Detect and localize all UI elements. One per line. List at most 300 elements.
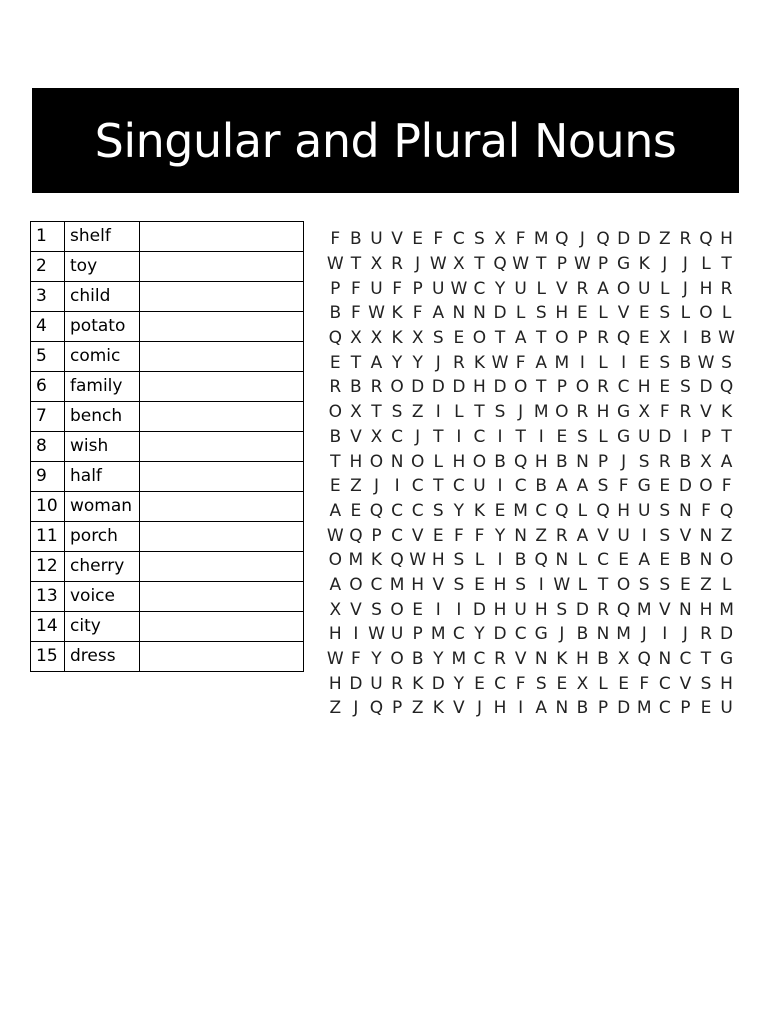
grid-letter[interactable]: E [453, 328, 465, 349]
grid-letter[interactable]: J [353, 698, 359, 719]
grid-letter[interactable]: A [329, 500, 342, 521]
grid-letter[interactable]: O [369, 451, 384, 472]
grid-letter[interactable]: E [329, 476, 341, 497]
grid-letter[interactable]: V [658, 599, 671, 620]
grid-letter[interactable]: X [638, 402, 651, 423]
grid-letter[interactable]: N [534, 649, 548, 670]
grid-letter[interactable]: F [515, 673, 526, 694]
grid-letter[interactable]: T [474, 402, 485, 423]
grid-letter[interactable]: U [514, 278, 527, 299]
grid-letter[interactable]: C [473, 278, 486, 299]
grid-letter[interactable]: Q [596, 229, 610, 250]
grid-letter[interactable]: U [390, 624, 404, 645]
grid-letter[interactable]: U [617, 525, 630, 546]
grid-letter[interactable]: W [429, 254, 447, 275]
grid-letter[interactable]: T [721, 254, 732, 275]
grid-letter[interactable]: X [576, 673, 589, 694]
grid-letter[interactable]: T [515, 426, 526, 447]
grid-letter[interactable]: M [719, 599, 734, 620]
grid-letter[interactable]: B [494, 451, 506, 472]
grid-letter[interactable]: Q [719, 500, 734, 521]
grid-letter[interactable]: I [353, 624, 359, 645]
plural-answer-cell[interactable] [140, 582, 304, 612]
grid-letter[interactable]: V [453, 698, 465, 719]
grid-letter[interactable]: H [699, 599, 713, 620]
grid-letter[interactable]: T [536, 328, 547, 349]
grid-letter[interactable]: E [474, 673, 485, 694]
grid-letter[interactable]: N [596, 624, 610, 645]
grid-letter[interactable]: C [452, 476, 465, 497]
grid-letter[interactable]: B [576, 698, 589, 719]
grid-letter[interactable]: W [450, 278, 468, 299]
grid-letter[interactable]: G [534, 624, 548, 645]
grid-letter[interactable]: Z [720, 525, 733, 546]
grid-letter[interactable]: L [433, 451, 443, 472]
grid-letter[interactable]: U [370, 278, 383, 299]
grid-letter[interactable]: J [682, 624, 688, 645]
grid-letter[interactable]: E [700, 698, 712, 719]
grid-letter[interactable]: Q [390, 550, 404, 571]
grid-letter[interactable]: D [699, 377, 713, 398]
grid-letter[interactable]: A [370, 352, 383, 373]
grid-letter[interactable]: C [597, 550, 609, 571]
grid-letter[interactable]: S [474, 229, 485, 250]
grid-letter[interactable]: E [618, 550, 629, 571]
grid-letter[interactable]: P [597, 254, 609, 275]
grid-letter[interactable]: H [493, 698, 507, 719]
grid-letter[interactable]: Q [699, 229, 713, 250]
grid-letter[interactable]: A [535, 698, 548, 719]
grid-letter[interactable]: Y [453, 673, 465, 694]
grid-letter[interactable]: O [699, 476, 713, 497]
grid-letter[interactable]: H [720, 229, 733, 250]
grid-letter[interactable]: N [452, 303, 466, 324]
grid-letter[interactable]: C [452, 229, 465, 250]
grid-letter[interactable]: U [370, 229, 383, 250]
grid-letter[interactable]: L [577, 550, 588, 571]
grid-letter[interactable]: W [326, 525, 344, 546]
grid-letter[interactable]: E [350, 500, 362, 521]
grid-letter[interactable]: U [432, 278, 445, 299]
grid-letter[interactable]: S [371, 599, 382, 620]
grid-letter[interactable]: Y [391, 352, 403, 373]
grid-letter[interactable]: R [370, 377, 383, 398]
grid-letter[interactable]: C [391, 500, 404, 521]
grid-letter[interactable]: X [411, 328, 424, 349]
grid-letter[interactable]: S [515, 574, 527, 595]
grid-letter[interactable]: L [577, 574, 588, 595]
grid-letter[interactable]: T [536, 254, 547, 275]
grid-letter[interactable]: Q [596, 500, 610, 521]
grid-letter[interactable]: X [370, 254, 383, 275]
grid-letter[interactable]: P [597, 698, 609, 719]
grid-letter[interactable]: K [412, 673, 424, 694]
grid-letter[interactable]: W [718, 328, 735, 349]
grid-letter[interactable]: L [660, 278, 670, 299]
grid-letter[interactable]: R [329, 377, 342, 398]
grid-letter[interactable]: D [575, 599, 589, 620]
grid-letter[interactable]: D [678, 476, 692, 497]
grid-letter[interactable]: B [679, 550, 692, 571]
grid-letter[interactable]: U [720, 698, 733, 719]
grid-letter[interactable]: C [391, 426, 404, 447]
grid-letter[interactable]: E [680, 574, 691, 595]
grid-letter[interactable]: J [373, 476, 379, 497]
grid-letter[interactable]: L [598, 352, 608, 373]
grid-letter[interactable]: C [658, 698, 671, 719]
grid-letter[interactable]: P [597, 451, 609, 472]
grid-letter[interactable]: F [433, 229, 444, 250]
grid-letter[interactable]: A [576, 476, 589, 497]
grid-letter[interactable]: A [329, 574, 342, 595]
grid-letter[interactable]: I [497, 550, 503, 571]
grid-letter[interactable]: M [389, 574, 405, 595]
grid-letter[interactable]: R [597, 599, 609, 620]
grid-letter[interactable]: N [555, 550, 569, 571]
grid-letter[interactable]: M [533, 229, 549, 250]
grid-letter[interactable]: E [432, 525, 444, 546]
grid-letter[interactable]: I [435, 402, 441, 423]
grid-letter[interactable]: N [514, 525, 527, 546]
grid-letter[interactable]: T [721, 426, 732, 447]
grid-letter[interactable]: H [493, 599, 507, 620]
grid-letter[interactable]: I [456, 599, 462, 620]
grid-letter[interactable]: V [391, 229, 403, 250]
grid-letter[interactable]: H [617, 500, 630, 521]
grid-letter[interactable]: Q [328, 328, 342, 349]
grid-letter[interactable]: T [433, 426, 444, 447]
grid-letter[interactable]: S [679, 377, 691, 398]
grid-letter[interactable]: I [435, 599, 441, 620]
grid-letter[interactable]: I [579, 352, 585, 373]
grid-letter[interactable]: J [415, 254, 421, 275]
grid-letter[interactable]: E [638, 328, 650, 349]
grid-letter[interactable]: O [575, 377, 590, 398]
grid-letter[interactable]: I [497, 476, 503, 497]
grid-letter[interactable]: K [721, 402, 733, 423]
grid-letter[interactable]: N [699, 550, 713, 571]
grid-letter[interactable]: V [411, 525, 424, 546]
plural-answer-cell[interactable] [140, 522, 304, 552]
grid-letter[interactable]: T [536, 377, 547, 398]
grid-letter[interactable]: M [636, 698, 652, 719]
grid-letter[interactable]: O [616, 574, 631, 595]
grid-letter[interactable]: Q [369, 698, 384, 719]
grid-letter[interactable]: M [616, 624, 631, 645]
grid-letter[interactable]: H [328, 624, 342, 645]
grid-letter[interactable]: H [493, 574, 507, 595]
grid-letter[interactable]: D [493, 377, 507, 398]
grid-letter[interactable]: E [474, 574, 485, 595]
grid-letter[interactable]: C [514, 476, 527, 497]
grid-letter[interactable]: E [659, 550, 671, 571]
plural-answer-cell[interactable] [140, 612, 304, 642]
grid-letter[interactable]: P [700, 426, 712, 447]
grid-letter[interactable]: Q [369, 500, 384, 521]
grid-letter[interactable]: I [518, 698, 524, 719]
grid-letter[interactable]: M [636, 599, 652, 620]
grid-letter[interactable]: T [350, 352, 362, 373]
plural-answer-cell[interactable] [140, 372, 304, 402]
plural-answer-cell[interactable] [140, 642, 304, 672]
grid-letter[interactable]: G [617, 402, 631, 423]
grid-letter[interactable]: B [350, 229, 362, 250]
grid-letter[interactable]: S [494, 402, 506, 423]
grid-letter[interactable]: M [430, 624, 446, 645]
grid-letter[interactable]: V [700, 402, 712, 423]
grid-letter[interactable]: C [679, 649, 692, 670]
grid-letter[interactable]: B [597, 649, 609, 670]
grid-letter[interactable]: W [512, 254, 530, 275]
grid-letter[interactable]: D [617, 229, 631, 250]
grid-letter[interactable]: P [391, 698, 403, 719]
grid-letter[interactable]: M [513, 500, 528, 521]
grid-letter[interactable]: U [473, 476, 486, 497]
grid-letter[interactable]: S [638, 451, 650, 472]
grid-letter[interactable]: X [658, 328, 671, 349]
grid-letter[interactable]: Z [350, 476, 362, 497]
grid-letter[interactable]: S [391, 402, 403, 423]
grid-letter[interactable]: B [576, 624, 589, 645]
grid-letter[interactable]: R [597, 377, 609, 398]
grid-letter[interactable]: B [329, 303, 342, 324]
plural-answer-cell[interactable] [140, 552, 304, 582]
grid-letter[interactable]: J [662, 254, 668, 275]
grid-letter[interactable]: H [555, 303, 569, 324]
grid-letter[interactable]: G [617, 254, 631, 275]
grid-letter[interactable]: Y [371, 649, 382, 670]
grid-letter[interactable]: F [351, 303, 361, 324]
plural-answer-cell[interactable] [140, 432, 304, 462]
grid-letter[interactable]: Y [494, 278, 506, 299]
grid-letter[interactable]: K [638, 254, 650, 275]
grid-letter[interactable]: S [721, 352, 732, 373]
grid-letter[interactable]: C [535, 500, 548, 521]
grid-letter[interactable]: F [453, 525, 464, 546]
grid-letter[interactable]: H [720, 673, 733, 694]
grid-letter[interactable]: F [721, 476, 732, 497]
grid-letter[interactable]: B [555, 451, 568, 472]
grid-letter[interactable]: H [699, 278, 713, 299]
grid-letter[interactable]: N [699, 525, 713, 546]
grid-letter[interactable]: S [432, 500, 444, 521]
grid-letter[interactable]: J [621, 451, 627, 472]
grid-letter[interactable]: W [326, 649, 344, 670]
grid-letter[interactable]: T [700, 649, 712, 670]
grid-letter[interactable]: F [515, 352, 526, 373]
grid-letter[interactable]: E [577, 303, 588, 324]
grid-letter[interactable]: K [473, 500, 486, 521]
grid-letter[interactable]: Z [535, 525, 548, 546]
grid-letter[interactable]: Q [555, 500, 569, 521]
grid-letter[interactable]: O [390, 649, 404, 670]
grid-letter[interactable]: X [370, 426, 383, 447]
grid-letter[interactable]: T [433, 476, 444, 497]
grid-letter[interactable]: R [391, 673, 403, 694]
plural-answer-cell[interactable] [140, 312, 304, 342]
grid-letter[interactable]: W [326, 254, 344, 275]
grid-letter[interactable]: H [411, 574, 425, 595]
grid-letter[interactable]: B [535, 476, 548, 497]
grid-letter[interactable]: Q [637, 649, 651, 670]
grid-letter[interactable]: F [392, 278, 402, 299]
grid-letter[interactable]: E [329, 352, 341, 373]
grid-letter[interactable]: S [453, 550, 465, 571]
grid-letter[interactable]: I [497, 426, 503, 447]
grid-letter[interactable]: K [473, 352, 486, 373]
grid-letter[interactable]: K [370, 550, 383, 571]
grid-letter[interactable]: D [452, 377, 466, 398]
plural-answer-cell[interactable] [140, 282, 304, 312]
grid-letter[interactable]: F [701, 500, 711, 521]
grid-letter[interactable]: Q [555, 229, 569, 250]
grid-letter[interactable]: M [451, 649, 467, 670]
grid-letter[interactable]: A [720, 451, 733, 472]
grid-letter[interactable]: K [391, 303, 403, 324]
grid-letter[interactable]: H [596, 402, 610, 423]
grid-letter[interactable]: U [637, 500, 651, 521]
grid-letter[interactable]: H [534, 451, 548, 472]
grid-letter[interactable]: O [472, 328, 487, 349]
grid-letter[interactable]: I [682, 426, 688, 447]
grid-letter[interactable]: Z [411, 402, 424, 423]
grid-letter[interactable]: U [370, 673, 383, 694]
grid-letter[interactable]: I [456, 426, 462, 447]
grid-letter[interactable]: X [700, 451, 712, 472]
grid-letter[interactable]: J [435, 352, 441, 373]
grid-letter[interactable]: Y [433, 649, 444, 670]
grid-letter[interactable]: W [491, 352, 509, 373]
grid-letter[interactable]: W [574, 254, 591, 275]
grid-letter[interactable]: H [473, 377, 486, 398]
grid-letter[interactable]: K [432, 698, 444, 719]
grid-letter[interactable]: A [514, 328, 527, 349]
grid-letter[interactable]: N [679, 500, 692, 521]
grid-letter[interactable]: T [474, 254, 485, 275]
grid-letter[interactable]: F [474, 525, 485, 546]
grid-letter[interactable]: S [432, 328, 444, 349]
grid-letter[interactable]: X [370, 328, 383, 349]
grid-letter[interactable]: C [370, 574, 383, 595]
grid-letter[interactable]: B [329, 426, 342, 447]
grid-letter[interactable]: L [598, 426, 608, 447]
grid-letter[interactable]: W [553, 574, 571, 595]
grid-letter[interactable]: O [616, 278, 631, 299]
grid-letter[interactable]: F [618, 476, 629, 497]
grid-letter[interactable]: E [618, 673, 629, 694]
grid-letter[interactable]: V [556, 278, 568, 299]
grid-letter[interactable]: U [637, 426, 651, 447]
grid-letter[interactable]: J [682, 278, 688, 299]
grid-letter[interactable]: L [701, 254, 711, 275]
grid-letter[interactable]: D [411, 377, 425, 398]
grid-letter[interactable]: D [637, 229, 651, 250]
grid-letter[interactable]: C [411, 476, 424, 497]
grid-letter[interactable]: P [680, 698, 691, 719]
grid-letter[interactable]: R [494, 649, 506, 670]
grid-letter[interactable]: Y [453, 500, 465, 521]
grid-letter[interactable]: D [493, 624, 507, 645]
grid-letter[interactable]: S [659, 303, 671, 324]
grid-letter[interactable]: D [349, 673, 363, 694]
grid-letter[interactable]: C [658, 673, 671, 694]
grid-letter[interactable]: E [556, 426, 568, 447]
grid-letter[interactable]: T [597, 574, 609, 595]
grid-letter[interactable]: D [431, 377, 445, 398]
grid-letter[interactable]: C [473, 649, 486, 670]
grid-letter[interactable]: E [494, 500, 506, 521]
grid-letter[interactable]: S [638, 574, 650, 595]
grid-letter[interactable]: R [391, 254, 403, 275]
grid-letter[interactable]: F [330, 229, 341, 250]
grid-letter[interactable]: D [720, 624, 734, 645]
grid-letter[interactable]: H [431, 550, 445, 571]
grid-letter[interactable]: Q [534, 550, 548, 571]
grid-letter[interactable]: N [658, 649, 672, 670]
plural-answer-cell[interactable] [140, 492, 304, 522]
grid-letter[interactable]: O [513, 377, 528, 398]
grid-letter[interactable]: X [350, 328, 362, 349]
grid-letter[interactable]: L [598, 303, 608, 324]
grid-letter[interactable]: C [617, 377, 630, 398]
grid-letter[interactable]: J [641, 624, 647, 645]
grid-letter[interactable]: S [659, 500, 671, 521]
grid-letter[interactable]: N [555, 698, 569, 719]
grid-letter[interactable]: O [349, 574, 363, 595]
grid-letter[interactable]: A [576, 525, 589, 546]
grid-letter[interactable]: T [350, 254, 362, 275]
grid-letter[interactable]: V [617, 303, 630, 324]
grid-letter[interactable]: T [330, 451, 341, 472]
grid-letter[interactable]: Q [616, 328, 631, 349]
grid-letter[interactable]: K [391, 328, 403, 349]
grid-letter[interactable]: V [679, 525, 692, 546]
grid-letter[interactable]: P [412, 278, 423, 299]
grid-letter[interactable]: L [721, 574, 732, 595]
grid-letter[interactable]: S [577, 426, 588, 447]
grid-letter[interactable]: O [472, 451, 487, 472]
grid-letter[interactable]: O [390, 377, 404, 398]
grid-letter[interactable]: Z [329, 698, 342, 719]
grid-letter[interactable]: Y [412, 352, 423, 373]
plural-answer-cell[interactable] [140, 402, 304, 432]
grid-letter[interactable]: E [412, 599, 424, 620]
grid-letter[interactable]: C [494, 673, 506, 694]
grid-letter[interactable]: T [371, 402, 382, 423]
grid-letter[interactable]: P [371, 525, 382, 546]
grid-letter[interactable]: A [556, 476, 568, 497]
grid-letter[interactable]: U [637, 278, 651, 299]
grid-letter[interactable]: R [700, 624, 712, 645]
grid-letter[interactable]: N [576, 451, 589, 472]
grid-letter[interactable]: P [556, 254, 567, 275]
grid-letter[interactable]: E [412, 229, 424, 250]
grid-letter[interactable]: V [350, 426, 362, 447]
grid-letter[interactable]: Y [494, 525, 506, 546]
grid-letter[interactable]: O [719, 550, 734, 571]
grid-letter[interactable]: E [638, 303, 650, 324]
grid-letter[interactable]: K [556, 649, 568, 670]
grid-letter[interactable]: O [555, 328, 569, 349]
grid-letter[interactable]: O [699, 303, 713, 324]
grid-letter[interactable]: O [555, 402, 569, 423]
grid-letter[interactable]: T [494, 328, 506, 349]
grid-letter[interactable]: S [659, 525, 671, 546]
grid-letter[interactable]: W [368, 624, 385, 645]
grid-letter[interactable]: F [412, 303, 423, 324]
plural-answer-cell[interactable] [140, 342, 304, 372]
grid-letter[interactable]: L [454, 402, 464, 423]
